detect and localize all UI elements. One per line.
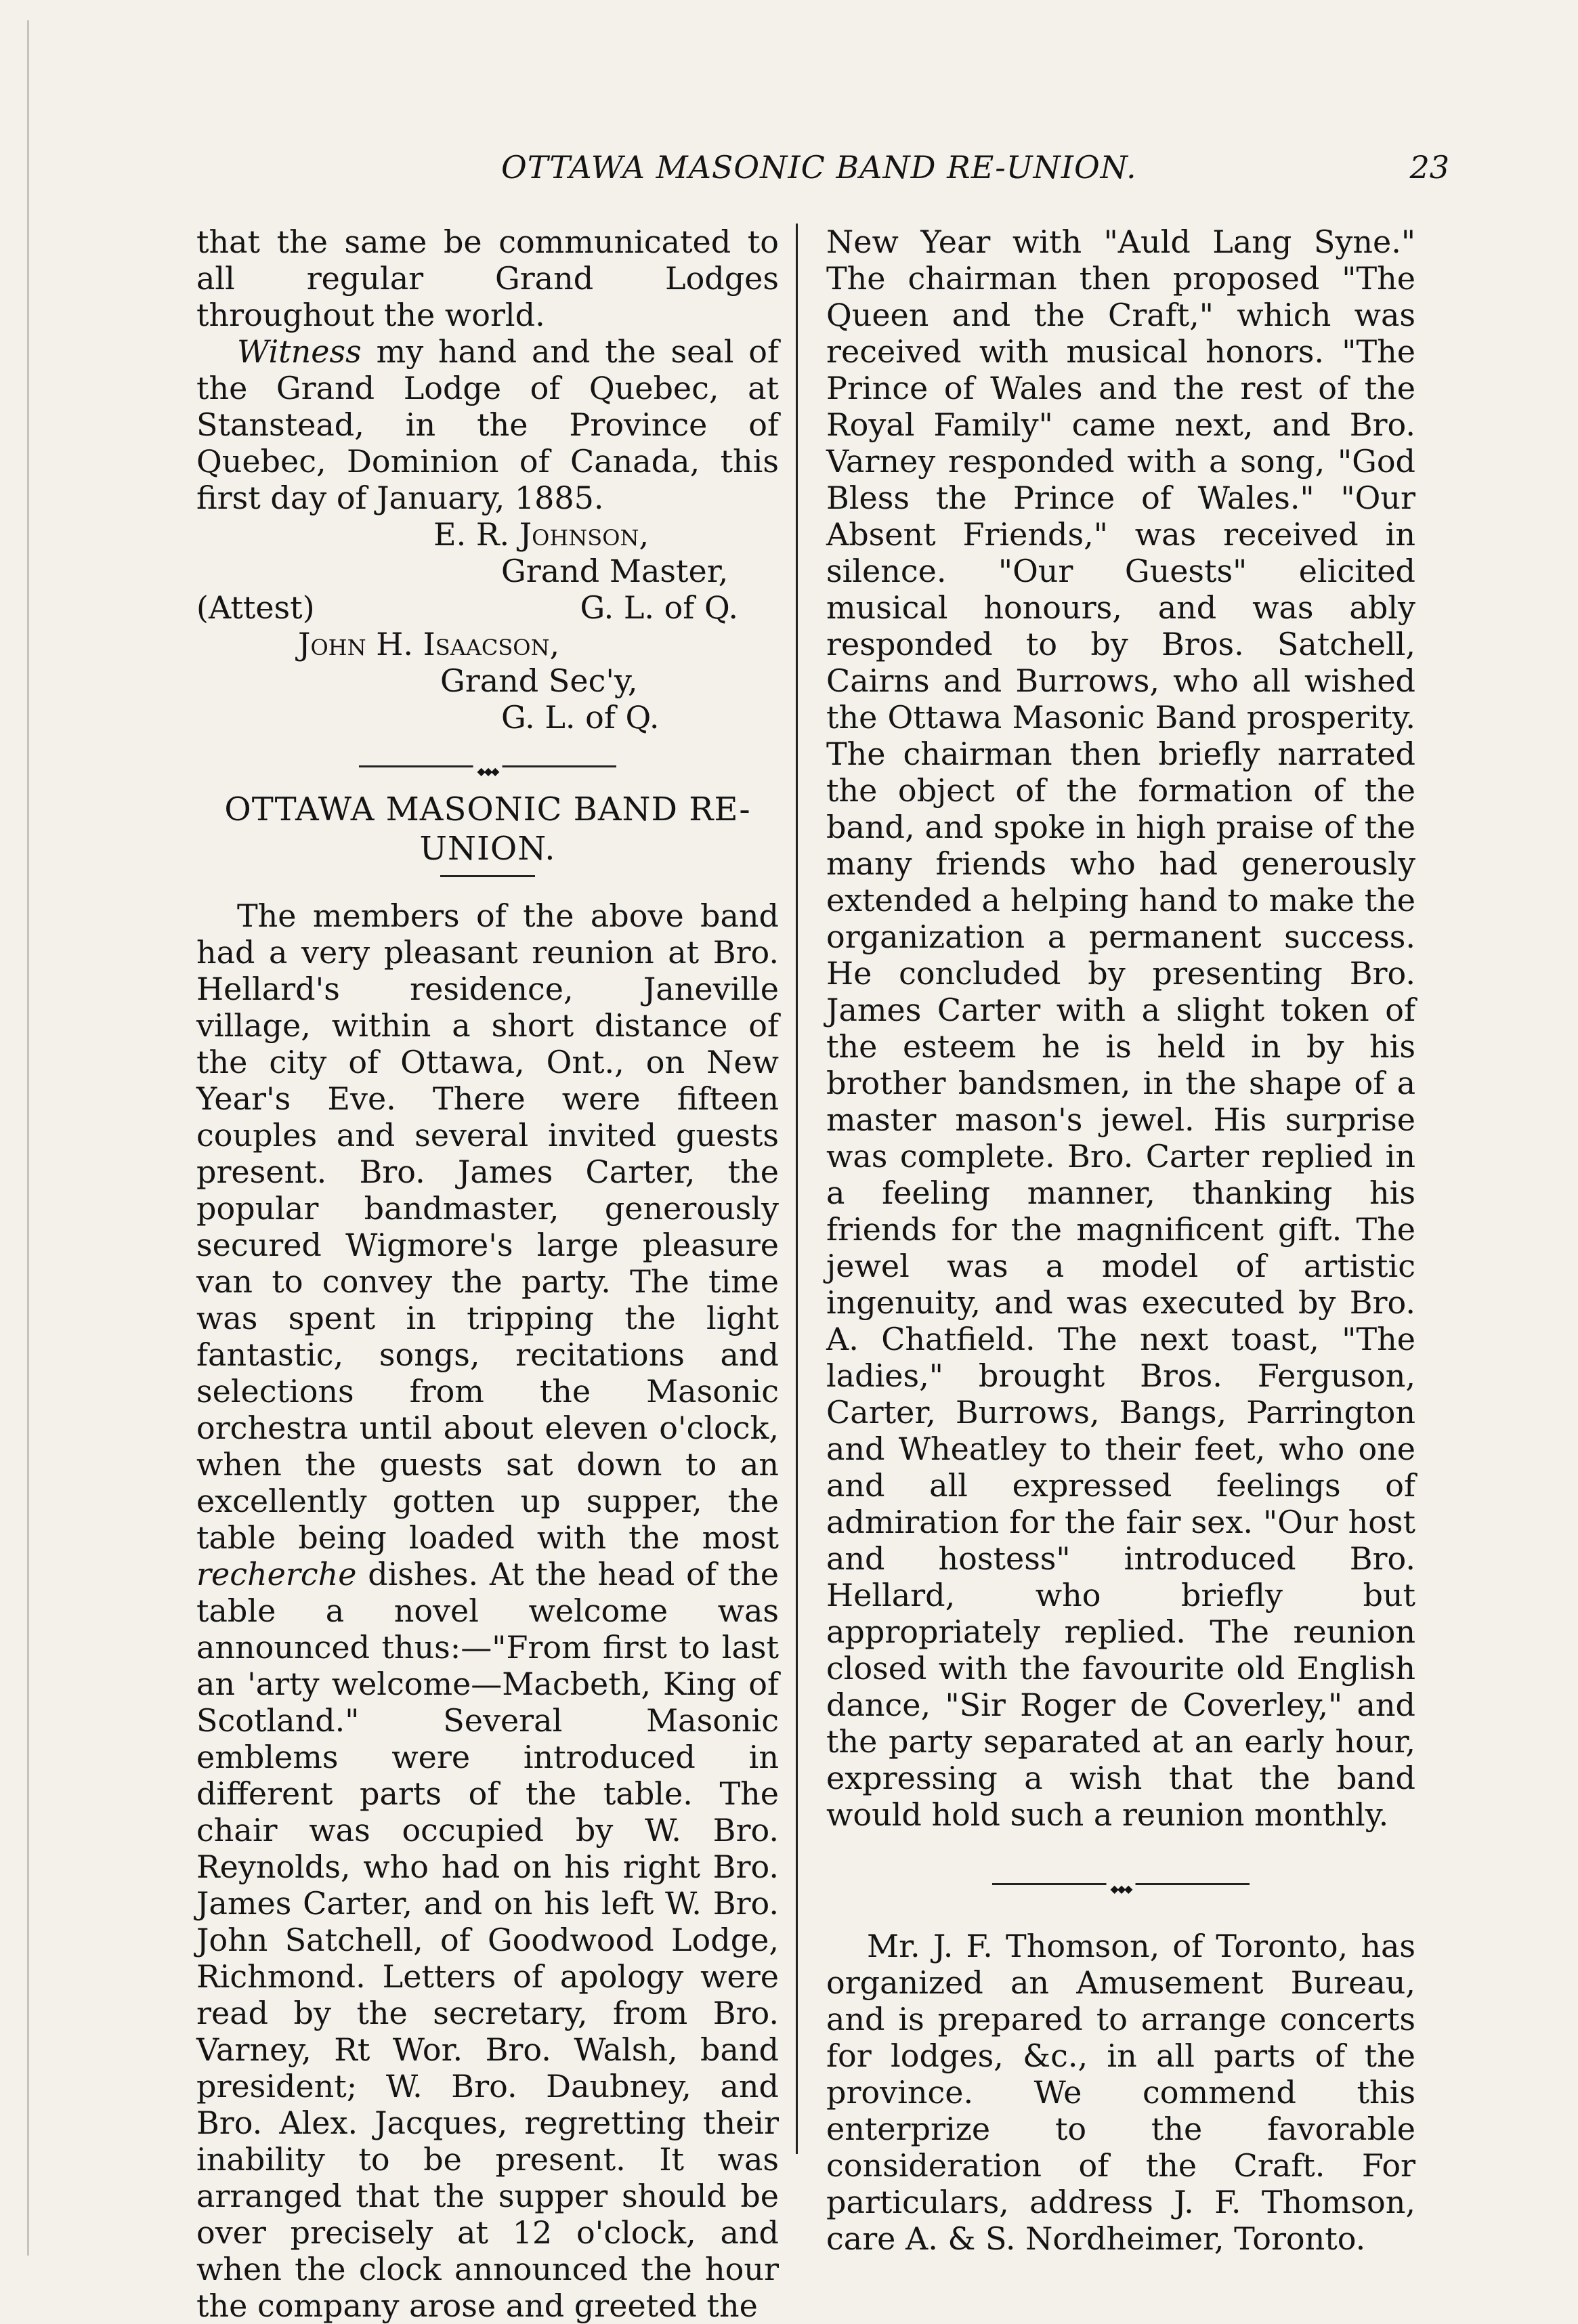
running-title: OTTAWA MASONIC BAND RE-UNION. <box>501 149 1137 186</box>
signatory-title: Grand Master, <box>501 553 729 589</box>
paragraph: that the same be communicated to all regular Grand Lodges throughout the world. <box>196 224 779 333</box>
paragraph <box>196 897 779 2324</box>
paragraph-text: dishes. At the head of the table a novel welcome was announced thus:—"From first to last an 'arty welcome—Macbeth, King of Scotland." Several Masonic emblems were introduced in different parts of the table. The chair was occupied by W. Bro. Reynolds, who had on his right Bro. James Carter, and on his left W. Bro. John Satchell, of Goodwood Lodge, Richmond. Letters of apology were read by the secretary, from Bro. Varney, Rt Wor. Bro. Walsh, band president; W. Bro. Daubney, and Bro. Alex. Jacques, regretting their inability to be present. It was arranged that the supper should be over precisely at 12 o'clock, and when the clock announced the hour the company arose and greeted the <box>196 1556 779 2324</box>
signature-block <box>196 516 779 736</box>
paragraph: New Year with "Auld Lang Syne." The chairman then proposed "The Queen and the Craft," which was received with musical honors. "The Prince of Wales and the rest of the Royal Family" came next, and Bro. Varney responded with a song, "God Bless the Prince of Wales." "Our Absent Friends," was received in silence. "Our Guests" elicited musical honours, and was ably responded to by Bros. Satchell, Cairns and Burrows, who all wished the Ottawa Masonic Band prosperity. The chairman then briefly narrated the object of the formation of the band, and spoke in high praise of the many friends who had generously extended a helping hand to make the organization a permanent success. He concluded by presenting Bro. James Carter with a slight token of the esteem he is held in by his brother bandsmen, in the shape of a master mason's jewel. His surprise was complete. Bro. Carter replied in a feeling manner, thanking his friends for the magnificent gift. The jewel was a model of artistic ingenuity, and was executed by Bro. A. Chatfield. The next toast, "The ladies," brought Bros. Ferguson, Carter, Burrows, Bangs, Parrington and Wheatley to their feet, who one and all expressed feelings of admiration for the fair sex. "Our host and hostess" introduced Bro. Hellard, who briefly but appropriately replied. The reunion closed with the favourite old English dance, "Sir Roger de Coverley," and the party separated at an early hour, expressing a wish that the band would hold such a reunion monthly. <box>826 224 1415 1833</box>
heading-rule <box>440 875 535 877</box>
column-divider <box>796 224 798 2154</box>
signatory-name: E. R. Johnson, <box>433 516 649 553</box>
page-header <box>183 149 1449 196</box>
paragraph: Mr. J. F. Thomson, of Toronto, has organized an Amusement Bureau, and is prepared to arrange concerts for lodges, &c., in all parts of the province. We commend this enterprize to the favorable consideration of the Craft. For particulars, address J. F. Thomson, care A. & S. Nordheimer, Toronto. <box>826 1928 1415 2257</box>
ornamental-divider <box>992 1880 1250 1887</box>
ornamental-divider <box>359 763 616 769</box>
secretary-title: Grand Sec'y, <box>440 662 638 699</box>
secretary-lodge: G. L. of Q. <box>501 699 660 736</box>
emphasis: Witness <box>237 333 362 370</box>
secretary-name: John H. Isaacson, <box>298 626 560 662</box>
attest-label: (Attest) <box>196 589 315 626</box>
paragraph-text: my hand and the seal of the Grand Lodge of Quebec, at Stanstead, in the Province of Quebec, Dominion of Canada, this first day of January, 1885. <box>196 333 779 516</box>
paragraph-text: The members of the above band had a very pleasant reunion at Bro. Hellard's residence, Janeville village, within a short distance of the city of Ottawa, Ont., on New Year's Eve. There were fifteen couples and several invited guests present. Bro. James Carter, the popular bandmaster, generously secured Wigmore's large pleasure van to convey the party. The time was spent in tripping the light fantastic, songs, recitations and selections from the Masonic orchestra until about eleven o'clock, when the guests sat down to an excellently gotten up supper, the table being loaded with the most <box>196 897 779 1556</box>
paragraph <box>196 333 779 516</box>
left-column <box>196 224 779 2324</box>
right-column <box>826 224 1415 2257</box>
attest-row <box>196 589 779 626</box>
page-number: 23 <box>1409 149 1449 186</box>
emphasis: recherche <box>196 1556 357 1592</box>
article-heading: OTTAWA MASONIC BAND RE-UNION. <box>224 790 751 868</box>
attest-lodge: G. L. of Q. <box>580 589 738 626</box>
page-edge <box>27 20 43 2256</box>
